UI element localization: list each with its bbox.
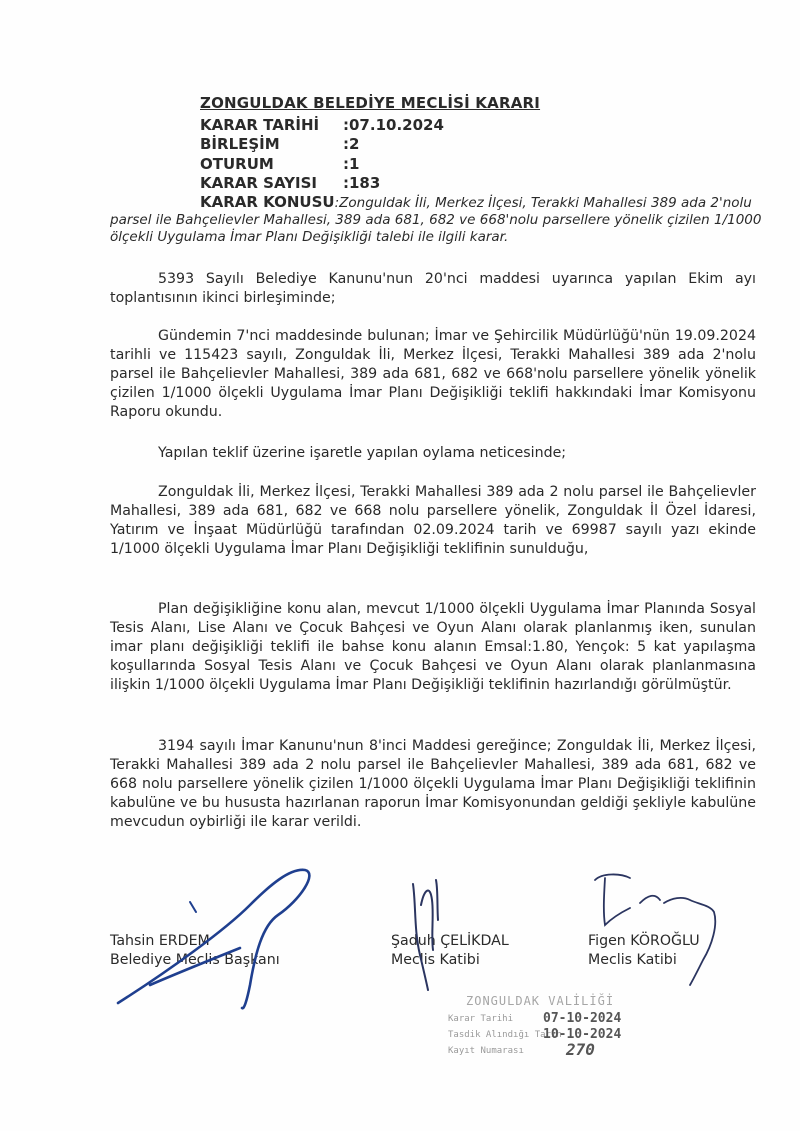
signatory-name: Şaduh ÇELİKDAL bbox=[391, 933, 509, 949]
meta-label: BİRLEŞİM bbox=[200, 135, 280, 153]
signature-chairman-mark bbox=[190, 902, 196, 912]
subject-text: :Zonguldak İli, Merkez İlçesi, Terakki Mahallesi 389 ada 2'nolu parsel ile Bahçelievler Mahallesi, 389 ada 681, 682 ve 668'nolu parsellere yönelik çizilen 1/1000 ölçekli Uygulama İmar Planı Değişikliği talebi ile ilgili karar. bbox=[110, 195, 762, 245]
document-title: ZONGULDAK BELEDİYE MECLİSİ KARARI bbox=[200, 94, 541, 112]
stamp-row bbox=[448, 1040, 648, 1062]
meta-label: OTURUM bbox=[200, 155, 274, 173]
decision-subject bbox=[110, 194, 790, 246]
signature-block-clerk-1 bbox=[391, 932, 509, 970]
meta-sitting bbox=[200, 155, 359, 173]
meta-decision-date bbox=[200, 116, 444, 134]
stamp-row-label: Karar Tarihi bbox=[448, 1014, 514, 1024]
paragraph-3: Yapılan teklif üzerine işaretle yapılan oylama neticesinde; bbox=[158, 445, 567, 461]
signatory-name: Tahsin ERDEM bbox=[110, 933, 210, 949]
signatory-title: Belediye Meclis Başkanı bbox=[110, 952, 280, 968]
stamp-row bbox=[448, 1027, 648, 1046]
meta-label: KARAR SAYISI bbox=[200, 174, 317, 192]
subject-label: KARAR KONUSU bbox=[200, 193, 335, 211]
signature-block-chairman bbox=[110, 932, 280, 970]
meta-value: :183 bbox=[343, 174, 381, 192]
stamp-row-value: 10-10-2024 bbox=[543, 1027, 622, 1042]
paragraph-1: 5393 Sayılı Belediye Kanunu'nun 20'nci maddesi uyarınca yapılan Ekim ayı toplantısının ikinci birleşiminde; bbox=[110, 271, 756, 306]
meta-value: :1 bbox=[343, 155, 360, 173]
stamp-header: ZONGULDAK VALİLİĞİ bbox=[466, 994, 615, 1008]
signatory-name: Figen KÖROĞLU bbox=[588, 933, 700, 949]
meta-value: :07.10.2024 bbox=[343, 116, 444, 134]
meta-decision-number bbox=[200, 174, 380, 192]
meta-value: :2 bbox=[343, 135, 360, 153]
official-stamp bbox=[448, 994, 648, 1062]
meta-session bbox=[200, 135, 359, 153]
paragraph-4: Zonguldak İli, Merkez İlçesi, Terakki Mahallesi 389 ada 2 nolu parsel ile Bahçelievler Mahallesi, 389 ada 681, 682 ve 668 nolu parsellere yönelik, Zonguldak İl Özel İdaresi, Yatırım ve İnşaat Müdürlüğü tarafından 02.09.2024 tarih ve 69987 sayılı yazı ekinde 1/1000 ölçekli Uygulama İmar Planı Değişikliği teklifinin sunulduğu, bbox=[110, 484, 756, 557]
paragraph-2: Gündemin 7'nci maddesinde bulunan; İmar ve Şehircilik Müdürlüğü'nün 19.09.2024 tarihli ve 115423 sayılı, Zonguldak İli, Merkez İlçesi, Terakki Mahallesi 389 ada 2'nolu parsel ile Bahçelievler Mahallesi, 389 ada 681, 682 ve 668'nolu parsellere yönelik yönelik çizilen 1/1000 ölçekli Uygulama İmar Planı Değişikliği teklifi hakkındaki İmar Komisyonu Raporu okundu. bbox=[110, 328, 756, 420]
signatory-title: Meclis Katibi bbox=[391, 952, 480, 968]
stamp-row-label: Kayıt Numarası bbox=[448, 1046, 524, 1056]
paragraph-5: Plan değişikliğine konu alan, mevcut 1/1000 ölçekli Uygulama İmar Planında Sosyal Tesis Alanı, Lise Alanı ve Çocuk Bahçesi ve Oyun Alanı olarak planlanmış iken, sunulan imar planı değişikliği teklifi ile bahse konu alanın Emsal:1.80, Yençok: 5 kat yapılaşma koşullarında Sosyal Tesis Alanı ve Çocuk Bahçesi ve Oyun Alanı olarak planlanmasına ilişkin 1/1000 ölçekli Uygulama İmar Planı Değişikliği teklifinin hazırlandığı görülmüştür. bbox=[110, 601, 756, 693]
signatory-title: Meclis Katibi bbox=[588, 952, 677, 968]
stamp-row-label: Tasdik Alındığı Tarih bbox=[448, 1030, 562, 1040]
stamp-row-value: 270 bbox=[566, 1040, 595, 1059]
paragraph-6: 3194 sayılı İmar Kanunu'nun 8'inci Maddesi gereğince; Zonguldak İli, Merkez İlçesi, Terakki Mahallesi 389 ada 2 nolu parsel ile Bahçelievler Mahallesi, 389 ada 681, 682 ve 668 nolu parsellere yönelik çizilen 1/1000 ölçekli Uygulama İmar Planı Değişikliği teklifinin kabulüne ve bu hususta hazırlanan raporun İmar Komisyonundan geldiği şekliyle kabulüne mevcudun oybirliği ile karar verildi. bbox=[110, 738, 756, 830]
signature-block-clerk-2 bbox=[588, 932, 700, 970]
meta-label: KARAR TARİHİ bbox=[200, 116, 320, 134]
stamp-row-value: 07-10-2024 bbox=[543, 1011, 622, 1026]
